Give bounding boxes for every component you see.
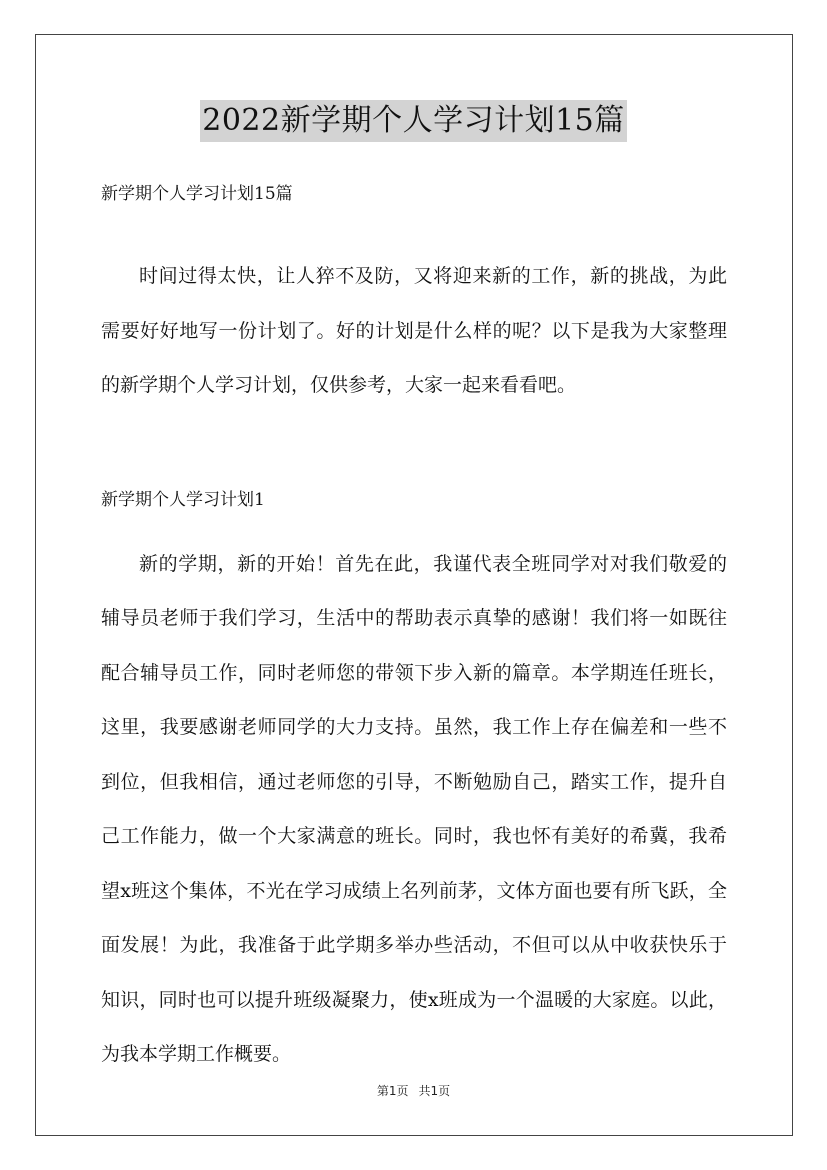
page-footer <box>0 1082 827 1099</box>
document-title: 2022新学期个人学习计划15篇 <box>200 100 627 142</box>
title-container <box>0 100 827 142</box>
intro-paragraph: 时间过得太快，让人猝不及防，又将迎来新的工作，新的挑战，为此需要好好地写一份计划了。好的计划是什么样的呢？以下是我为大家整理的新学期个人学习计划，仅供参考，大家一起来看看吧。 <box>101 265 727 396</box>
body-paragraph: 新的学期，新的开始！首先在此，我谨代表全班同学对对我们敬爱的辅导员老师于我们学习，生活中的帮助表示真挚的感谢！我们将一如既往配合辅导员工作，同时老师您的带领下步入新的篇章。本学期连任班长，这里，我要感谢老师同学的大力支持。虽然，我工作上存在偏差和一些不到位，但我相信，通过老师您的引导，不断勉励自己，踏实工作，提升自己工作能力，做一个大家满意的班长。同时，我也怀有美好的希冀，我希望x班这个集体，不光在学习成绩上名列前茅，文体方面也要有所飞跃，全面发展！为此，我准备于此学期多举办些活动，不但可以从中收获快乐于知识，同时也可以提升班级凝聚力，使x班成为一个温暖的大家庭。以此，为我本学期工作概要。 <box>101 552 727 1065</box>
document-body <box>101 176 727 1082</box>
page-number: 第1页 <box>376 1084 409 1098</box>
section-heading: 新学期个人学习计划1 <box>101 489 265 510</box>
page-total: 共1页 <box>418 1084 451 1098</box>
document-subtitle: 新学期个人学习计划15篇 <box>101 184 293 204</box>
